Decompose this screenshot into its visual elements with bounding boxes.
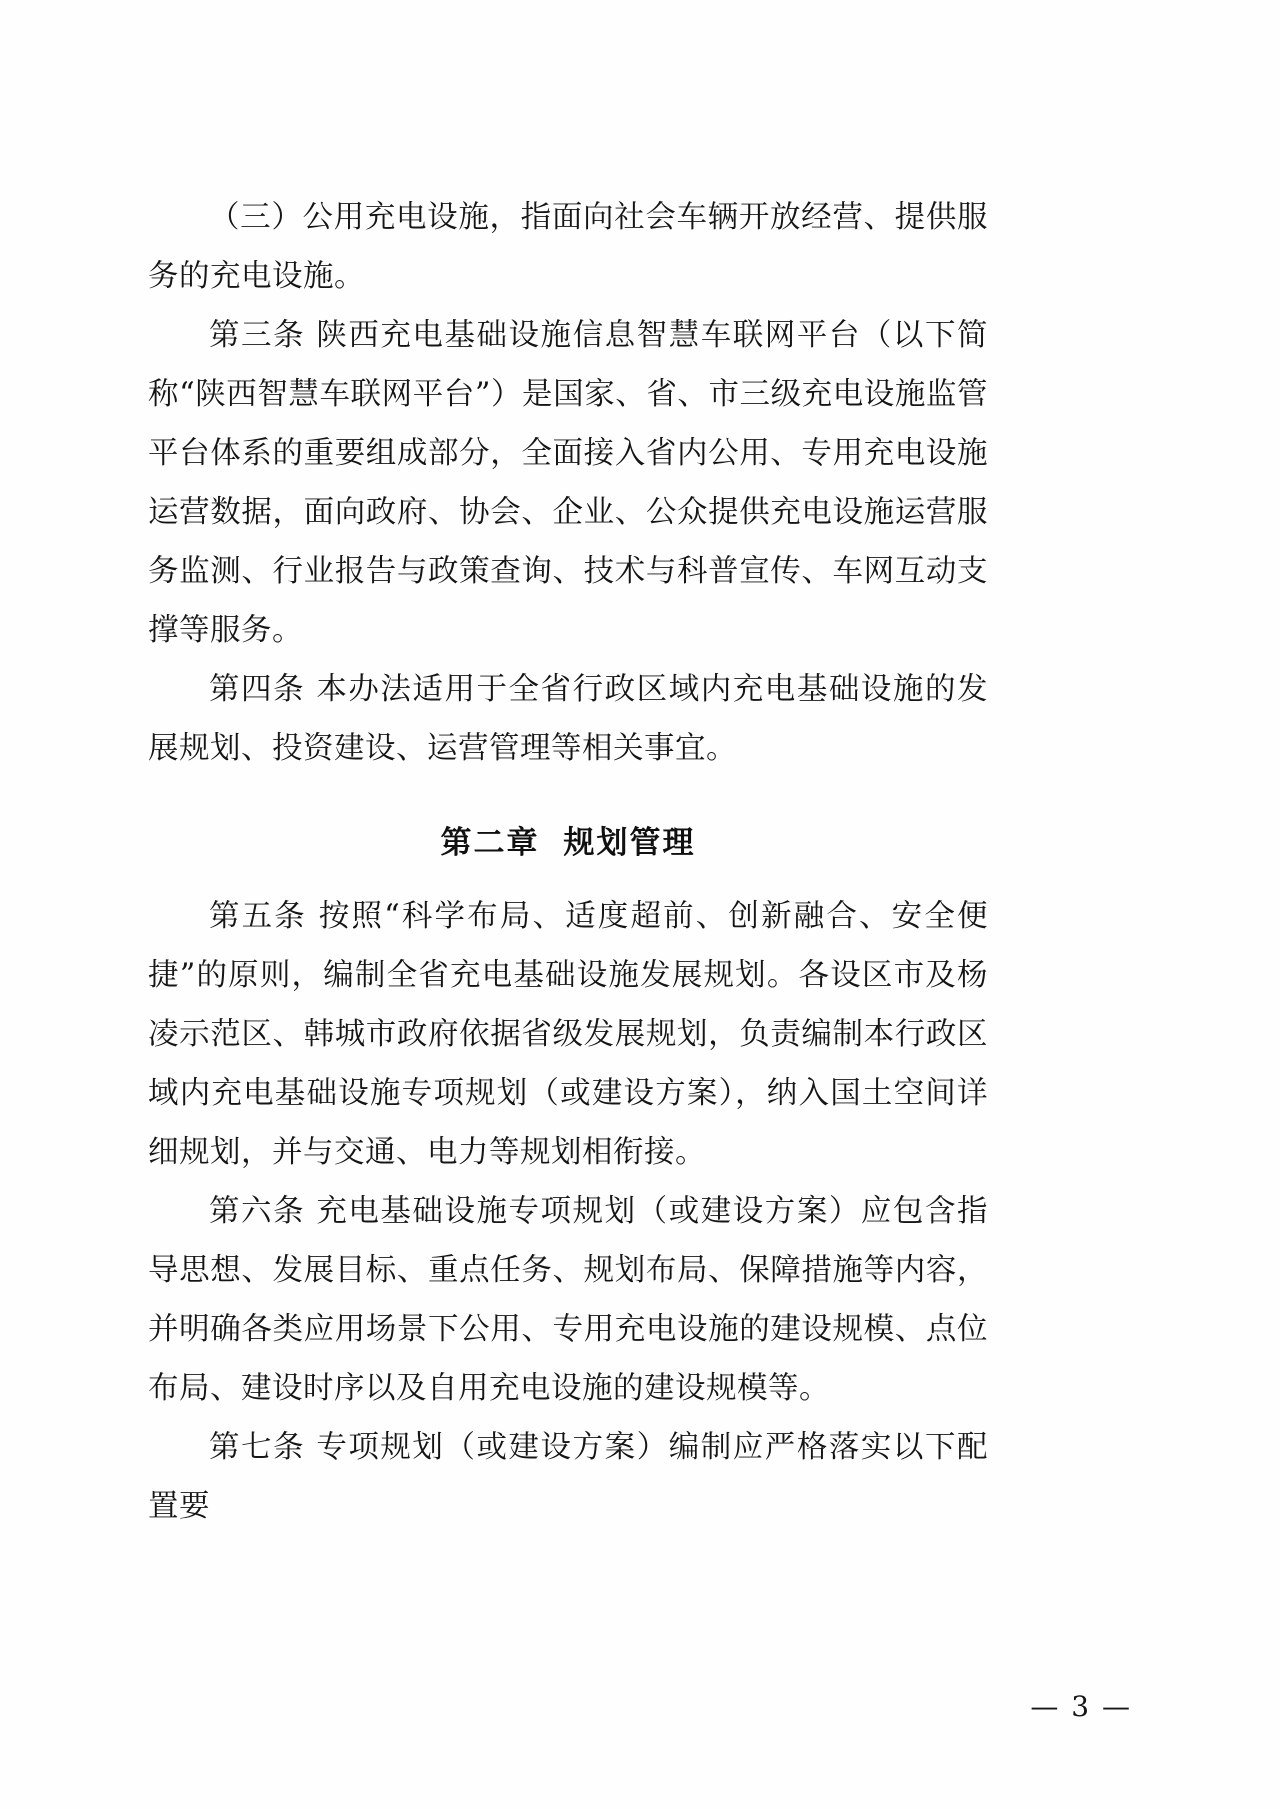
document-body [148,188,988,1536]
chapter-number: 第二章 [440,825,540,861]
paragraph-article-3: 第三条 陕西充电基础设施信息智慧车联网平台（以下简称“陕西智慧车联网平台”）是国家、省、市三级充电设施监管平台体系的重要组成部分，全面接入省内公用、专用充电设施运营数据，面向政府、协会、企业、公众提供充电设施运营服务监测、行业报告与政策查询、技术与科普宣传、车网互动支撑等服务。 [148,318,988,648]
paragraph-item-3: （三）公用充电设施，指面向社会车辆开放经营、提供服务的充电设施。 [148,200,988,294]
paragraph-article-4: 第四条 本办法适用于全省行政区域内充电基础设施的发展规划、投资建设、运营管理等相关事宜。 [148,672,988,766]
paragraph-article-7: 第七条 专项规划（或建设方案）编制应严格落实以下配置要 [148,1430,988,1524]
chapter-heading-2 [148,814,988,873]
page-number: — 3 — [1030,1690,1132,1723]
paragraph-article-6: 第六条 充电基础设施专项规划（或建设方案）应包含指导思想、发展目标、重点任务、规划布局、保障措施等内容，并明确各类应用场景下公用、专用充电设施的建设规模、点位布局、建设时序以及自用充电设施的建设规模等。 [148,1194,988,1406]
paragraph-article-5: 第五条 按照“科学布局、适度超前、创新融合、安全便捷”的原则，编制全省充电基础设施发展规划。各设区市及杨凌示范区、韩城市政府依据省级发展规划，负责编制本行政区域内充电基础设施专项规划（或建设方案），纳入国土空间详细规划，并与交通、电力等规划相衔接。 [148,899,988,1170]
chapter-title: 规划管理 [563,825,696,861]
